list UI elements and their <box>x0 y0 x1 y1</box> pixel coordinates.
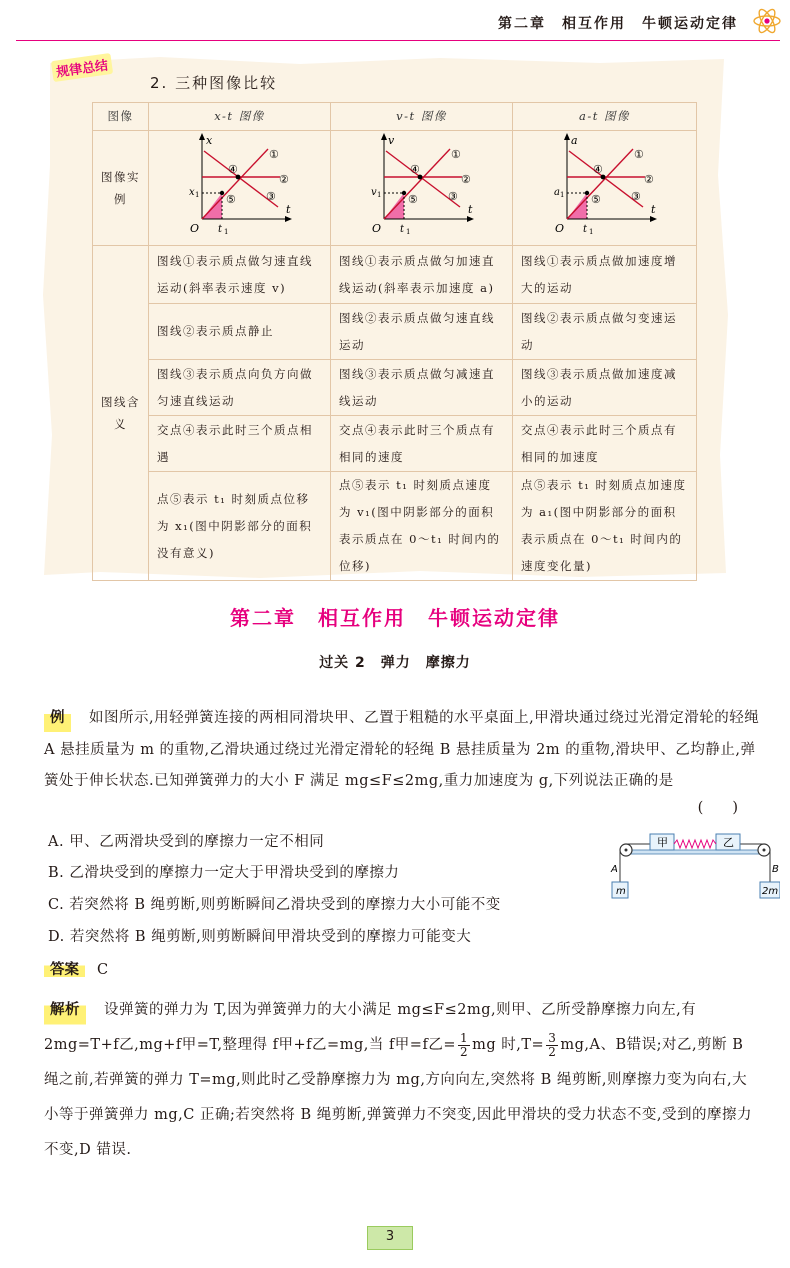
axis-label: t <box>650 203 657 216</box>
option-b: B. 乙滑块受到的摩擦力一定大于甲滑块受到的摩擦力 <box>48 865 400 881</box>
column-header: v-t 图像 <box>331 103 513 131</box>
summary-tag: 规律总结 <box>51 53 113 82</box>
mass-label: m <box>616 886 626 897</box>
table-header-row <box>93 103 697 131</box>
point-label: ⑤ <box>407 193 419 206</box>
meaning-row <box>93 416 697 472</box>
table-cell: 图线①表示质点做加速度增大的运动 <box>513 246 697 304</box>
tick-subscript: 1 <box>223 228 230 235</box>
tick-subscript: 1 <box>559 191 566 199</box>
tick-subscript: 1 <box>376 191 383 199</box>
vt-graph-cell <box>331 131 513 246</box>
point-label: ④ <box>409 163 421 176</box>
xt-graph <box>180 131 300 235</box>
chapter-title: 第二章 相互作用 牛顿运动定律 <box>230 606 560 630</box>
table-cell: 图线③表示质点做匀减速直线运动 <box>331 360 513 416</box>
axis-label: v <box>387 134 396 147</box>
line-label: ② <box>278 173 290 186</box>
vt-graph <box>362 131 482 235</box>
table-cell: 图线②表示质点做匀速直线运动 <box>331 304 513 360</box>
line-label: ③ <box>265 190 277 203</box>
column-header: x-t 图像 <box>149 103 331 131</box>
spring-block-diagram <box>610 830 780 902</box>
option-d: D. 若突然将 B 绳剪断,则剪断瞬间甲滑块受到的摩擦力可能变大 <box>48 929 472 945</box>
at-graph <box>545 131 665 235</box>
fraction-denominator: 2 <box>548 1044 557 1059</box>
example-label: 例 <box>44 703 71 735</box>
line-label: ① <box>633 148 645 161</box>
line-label: ① <box>450 148 462 161</box>
table-cell: 图线①表示质点做匀速直线运动(斜率表示速度 v) <box>149 246 331 304</box>
solution-text <box>44 993 762 1168</box>
point-label: ⑤ <box>590 193 602 206</box>
meaning-row <box>93 360 697 416</box>
graph-row <box>93 131 697 246</box>
axis-label: a <box>570 134 579 147</box>
header-rule <box>16 40 780 41</box>
table-cell: 图线③表示质点向负方向做匀速直线运动 <box>149 360 331 416</box>
block-label: 甲 <box>657 836 668 849</box>
solution-label: 解析 <box>44 993 86 1028</box>
answer-value: C <box>97 962 109 978</box>
atom-icon <box>752 6 782 36</box>
point-label: ④ <box>227 163 239 176</box>
table-cell: 点⑤表示 t₁ 时刻质点位移为 x₁(图中阴影部分的面积没有意义) <box>149 472 331 581</box>
origin-label: O <box>189 222 201 235</box>
fraction-three-halves <box>546 1032 558 1059</box>
answer-label: 答案 <box>44 958 85 979</box>
section-subtitle: 过关 2 弹力 摩擦力 <box>319 655 471 671</box>
page-number: 3 <box>385 1229 395 1244</box>
fraction-numerator: 3 <box>548 1030 557 1045</box>
example-text: 如图所示,用轻弹簧连接的两相同滑块甲、乙置于粗糙的水平桌面上,甲滑块通过绕过光滑定滑轮的轻绳 A 悬挂质量为 m 的重物,乙滑块通过绕过光滑定滑轮的轻绳 B 悬挂质量为 2m 的重物,滑块甲、乙均静止,弹簧处于伸长状态.已知弹簧弹力的大小 F 满足 mg≤F≤2mg,重力加速度为 g,下列说法正确的是 <box>44 710 760 789</box>
table-cell: 点⑤表示 t₁ 时刻质点速度为 v₁(图中阴影部分的面积表示质点在 0～t₁ 时间内的位移) <box>331 472 513 581</box>
tick-label: t <box>399 224 406 235</box>
line-label: ③ <box>630 190 642 203</box>
line-label: ② <box>460 173 472 186</box>
answer-line <box>44 958 108 979</box>
tick-label: a <box>553 187 561 198</box>
rope-label: A <box>611 864 618 875</box>
solution-part-2: mg 时,T= <box>472 1037 545 1053</box>
tick-subscript: 1 <box>588 228 595 235</box>
table-cell: 交点④表示此时三个质点有相同的速度 <box>331 416 513 472</box>
point-label: ⑤ <box>225 193 237 206</box>
line-label: ② <box>643 173 655 186</box>
origin-label: O <box>371 222 383 235</box>
table-cell: 图线①表示质点做匀加速直线运动(斜率表示加速度 a) <box>331 246 513 304</box>
block-label: 乙 <box>723 836 734 849</box>
fraction-half <box>458 1032 470 1059</box>
axis-label: t <box>285 203 292 216</box>
comparison-table <box>92 102 697 581</box>
line-label: ③ <box>447 190 459 203</box>
point-label: ④ <box>592 163 604 176</box>
option-c: C. 若突然将 B 绳剪断,则剪断瞬间乙滑块受到的摩擦力大小可能不变 <box>48 897 501 913</box>
table-cell: 点⑤表示 t₁ 时刻质点加速度为 a₁(图中阴影部分的面积表示质点在 0～t₁ 时间内的速度变化量) <box>513 472 697 581</box>
row-label-examples: 图像实例 <box>93 131 149 246</box>
tick-subscript: 1 <box>405 228 412 235</box>
meaning-row <box>93 304 697 360</box>
xt-graph-cell <box>149 131 331 246</box>
at-graph-cell <box>513 131 697 246</box>
table-cell: 图线②表示质点做匀变速运动 <box>513 304 697 360</box>
meaning-row <box>93 246 697 304</box>
origin-label: O <box>554 222 566 235</box>
table-cell: 交点④表示此时三个质点有相同的加速度 <box>513 416 697 472</box>
answer-bracket: ( ) <box>697 800 738 816</box>
section-heading: 2. 三种图像比较 <box>150 74 278 92</box>
tick-label: t <box>582 224 589 235</box>
solution-part-1: 设弹簧的弹力为 T,因为弹簧弹力的大小满足 mg≤F≤2mg,则甲、乙所受静摩擦力向左,有 2mg=T+f乙,mg+f甲=T,整理得 f甲+f乙=mg,当 f甲=f乙= <box>44 1002 697 1053</box>
tick-label: x <box>188 187 196 198</box>
tick-label: t <box>217 224 224 235</box>
mass-label: 2m <box>762 886 779 897</box>
axis-label: x <box>205 134 214 147</box>
column-header: a-t 图像 <box>513 103 697 131</box>
meaning-row <box>93 472 697 581</box>
fraction-numerator: 1 <box>459 1030 469 1045</box>
row-label-meaning: 图线含义 <box>93 246 149 581</box>
axis-label: t <box>467 203 474 216</box>
table-cell: 图线③表示质点做加速度减小的运动 <box>513 360 697 416</box>
fraction-denominator: 2 <box>459 1044 469 1059</box>
option-a: A. 甲、乙两滑块受到的摩擦力一定不相同 <box>48 834 325 850</box>
line-label: ① <box>268 148 280 161</box>
rope-label: B <box>772 864 779 875</box>
table-cell: 图线②表示质点静止 <box>149 304 331 360</box>
tick-subscript: 1 <box>194 191 201 199</box>
tick-label: v <box>370 187 378 198</box>
running-header: 第二章 相互作用 牛顿运动定律 <box>498 16 738 32</box>
example-question <box>44 703 762 798</box>
table-cell: 交点④表示此时三个质点相遇 <box>149 416 331 472</box>
solution-part-3: mg,A、B错误;对乙,剪断 B 绳之前,若弹簧的弹力 T=mg,则此时乙受静摩擦力为 mg,方向向左,突然将 B 绳剪断,则摩擦力变为向右,大小等于弹簧弹力 mg,C 正确;若突然将 B 绳剪断,弹簧弹力不突变,因此甲滑块的受力状态不变,受到的摩擦力不变,D 错误. <box>44 1037 753 1158</box>
column-header: 图像 <box>93 103 149 131</box>
